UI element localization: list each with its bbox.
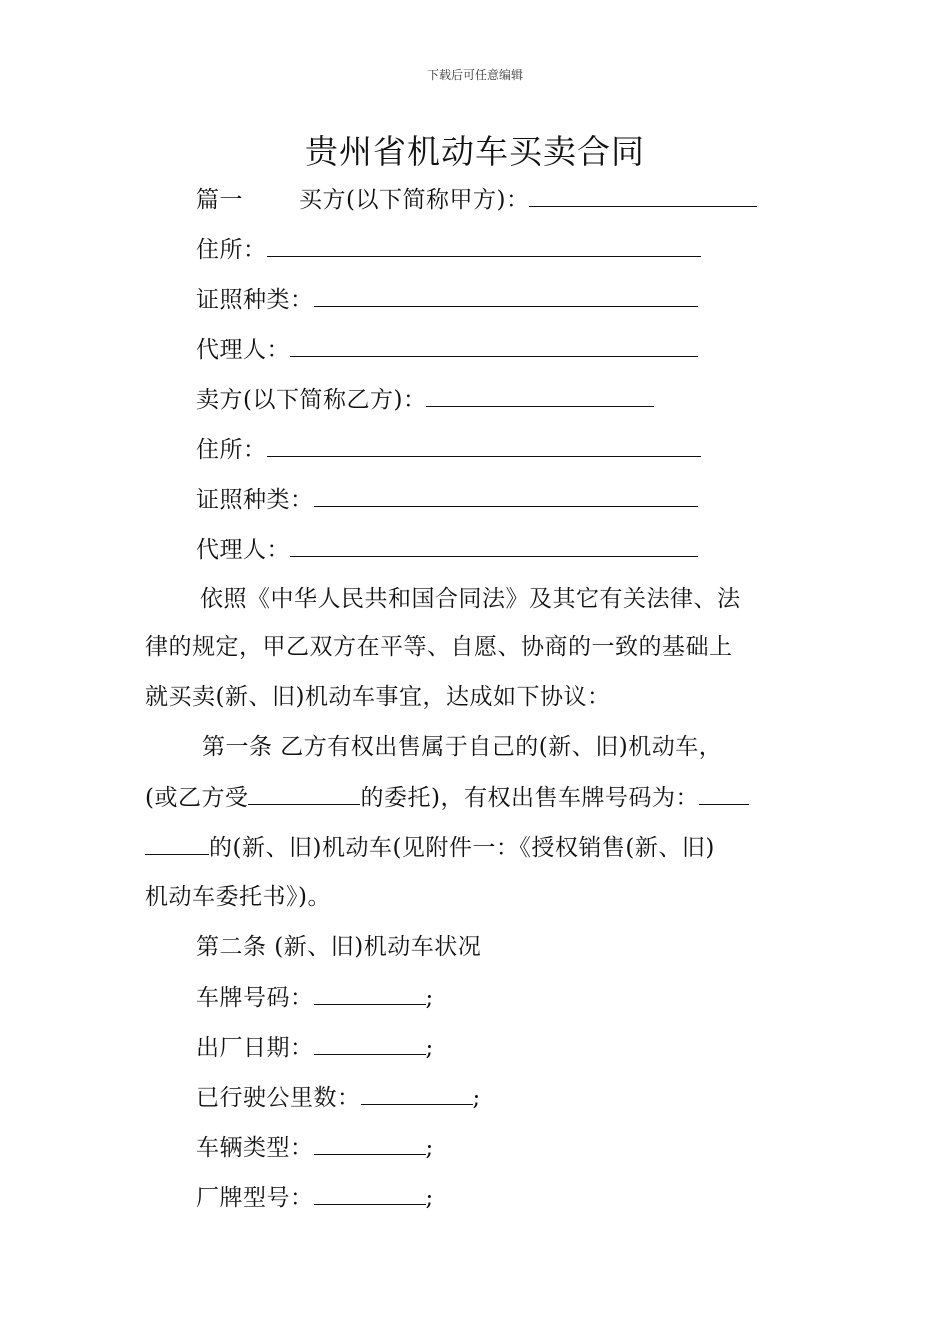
manufacture-date-end: ; [425,1035,434,1061]
seller-id-blank[interactable] [314,484,698,507]
vehicle-field-type [196,1132,434,1163]
seller-label: 卖方(以下简称乙方)： [196,387,427,413]
plate-number-blank-end[interactable] [145,832,209,855]
page-header-note: 下载后可任意编辑 [426,68,523,82]
vehicle-field-model [196,1182,434,1213]
seller-address-line [196,434,701,465]
intro-line-3: 就买卖(新、旧)机动车事宜，达成如下协议： [145,684,611,710]
model-label: 厂牌型号： [196,1185,314,1211]
article1-line3-text: 的(新、旧)机动车(见附件一：《授权销售(新、旧) [209,835,715,861]
plate-end: ; [425,985,434,1011]
intro-line-2: 律的规定，甲乙双方在平等、自愿、协商的一致的基础上 [145,634,733,660]
plate-number-blank-start[interactable] [699,782,749,805]
seller-agent-label: 代理人： [196,537,290,563]
vehicle-type-label: 车辆类型： [196,1135,314,1161]
buyer-agent-label: 代理人： [196,337,290,363]
mileage-blank[interactable] [361,1082,473,1105]
manufacture-date-blank[interactable] [314,1032,426,1055]
buyer-agent-blank[interactable] [290,334,698,357]
vehicle-field-mileage [196,1082,481,1113]
model-blank[interactable] [314,1182,426,1205]
buyer-address-line [196,234,701,265]
seller-agent-line [196,534,698,565]
vehicle-type-end: ; [425,1135,434,1161]
seller-line [196,384,654,415]
vehicle-field-manufacture-date [196,1032,434,1063]
seller-address-label: 住所： [196,437,267,463]
article1-line-3 [145,832,805,863]
buyer-id-blank[interactable] [314,284,698,307]
seller-agent-blank[interactable] [290,534,698,557]
buyer-id-label: 证照种类： [196,287,314,313]
manufacture-date-label: 出厂日期： [196,1035,314,1061]
mileage-end: ; [472,1085,481,1111]
intro-line-1: 依照《中华人民共和国合同法》及其它有关法律、法 [200,586,741,612]
buyer-address-label: 住所： [196,237,267,263]
buyer-label: 买方(以下简称甲方)： [299,187,530,213]
document-title: 贵州省机动车买卖合同 [305,132,645,171]
article1-line-2 [145,782,805,813]
buyer-agent-line [196,334,698,365]
seller-id-line [196,484,698,515]
plate-blank[interactable] [314,982,426,1005]
article1-line-4: 机动车委托书》)。 [145,884,331,910]
section-label: 篇一 [196,187,243,213]
seller-name-blank[interactable] [426,384,654,407]
article2-heading: 第二条 (新、旧)机动车状况 [196,934,482,960]
article1-line-1: 第一条 乙方有权出售属于自己的(新、旧)机动车， [202,734,723,760]
model-end: ; [425,1185,434,1211]
buyer-name-blank[interactable] [529,184,757,207]
vehicle-type-blank[interactable] [314,1132,426,1155]
plate-label: 车牌号码： [196,985,314,1011]
article1-line2-end: 的委托)，有权出售车牌号码为： [360,785,699,811]
article1-line2-start: (或乙方受 [145,785,249,811]
buyer-address-blank[interactable] [267,234,701,257]
buyer-line [196,184,757,215]
seller-id-label: 证照种类： [196,487,314,513]
mileage-label: 已行驶公里数： [196,1085,361,1111]
seller-address-blank[interactable] [267,434,701,457]
entrusting-party-blank[interactable] [248,782,360,805]
buyer-id-line [196,284,698,315]
vehicle-field-plate [196,982,434,1013]
